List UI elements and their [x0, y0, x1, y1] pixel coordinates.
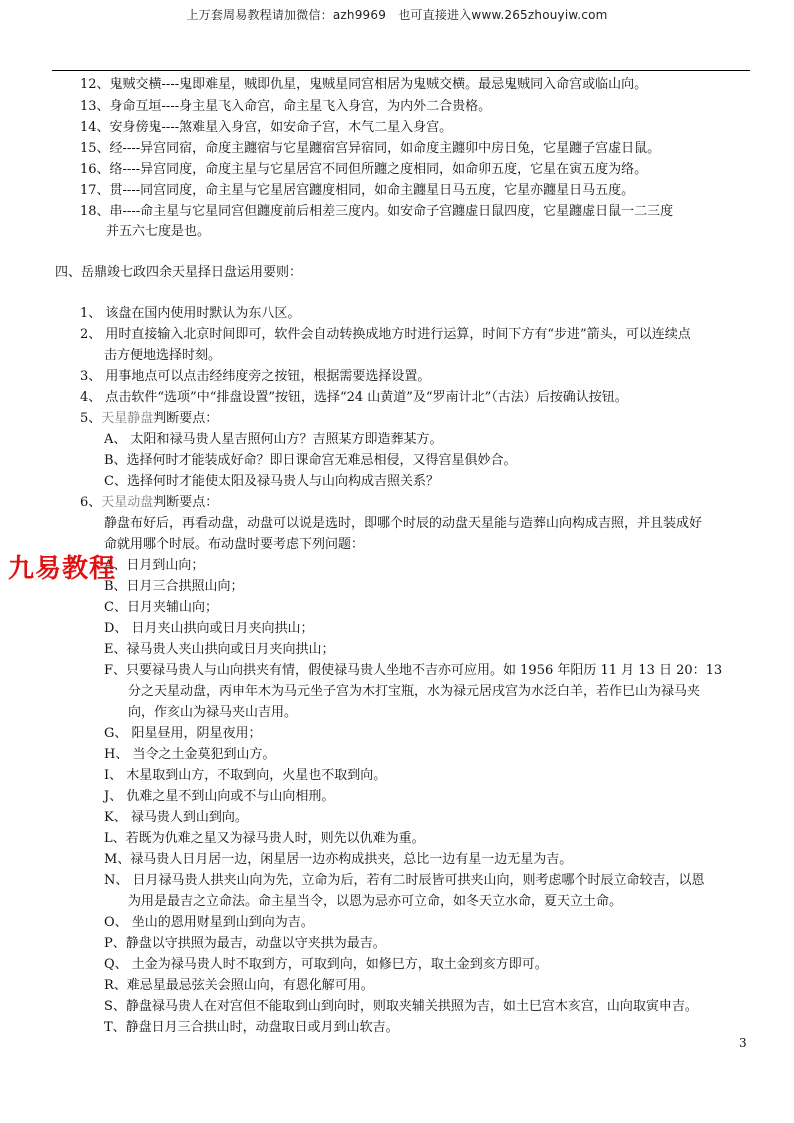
rule-5-highlight: 天星静盘	[101, 411, 154, 426]
rule-6-sub-m: M、禄马贵人日月居一边，闲星居一边亦构成拱夹，总比一边有星一边无星为吉。	[104, 852, 573, 867]
list-item-13: 13、身命互垣----身主星飞入命宫，命主星飞入身宫，为内外二合贵格。	[80, 99, 492, 114]
rule-6-highlight: 天星动盘	[101, 495, 154, 510]
list-item-14: 14、安身傍鬼----煞难星入身宫，如安命子宫，木气二星入身宫。	[80, 120, 453, 135]
rule-5	[80, 411, 218, 427]
rule-4: 4、 点击软件“选项”中“排盘设置”按钮，选择“24 山黄道”及“罗南计北”（古法）后按确认按钮。	[80, 390, 628, 405]
rule-3: 3、 用事地点可以点击经纬度旁之按钮，根据需要选择设置。	[80, 369, 431, 384]
rule-6-sub-j: J、 仇难之星不到山向或不与山向相刑。	[104, 789, 335, 804]
rule-6-sub-d: D、 日月夹山拱向或日月夹向拱山；	[104, 621, 314, 636]
rule-6-intro-2: 命就用哪个时辰。布动盘时要考虑下列问题：	[104, 537, 365, 552]
rule-6-sub-f-cont-1: 分之天星动盘，丙申年木为马元坐子宫为木打宝瓶，水为禄元居戌宫为水泛白羊，若作巳山为禄马夹	[128, 684, 701, 699]
rule-6-sub-l: L、若既为仇难之星又为禄马贵人时，则先以仇难为重。	[104, 831, 425, 846]
rule-6-sub-f: F、只要禄马贵人与山向拱夹有情，假使禄马贵人坐地不吉亦可应用。如 1956 年阳历 11 月 13 日 20：13	[104, 663, 723, 678]
rule-5-sub-a: A、 太阳和禄马贵人星吉照何山方？吉照某方即造葬某方。	[104, 432, 443, 447]
rule-6-sub-p: P、静盘以守拱照为最吉，动盘以守夹拱为最吉。	[104, 936, 386, 951]
rule-5-num: 5、	[80, 411, 102, 426]
section-title: 四、岳鼎竣七政四余天星择日盘运用要则：	[55, 265, 303, 280]
page-number: 3	[739, 1036, 747, 1050]
list-item-18-cont: 并五六七度是也。	[106, 224, 211, 239]
list-item-16: 16、络----异宫同度，命度主星与它星居宫不同但所躔之度相同，如命卯五度，它星在寅五度为络。	[80, 162, 648, 177]
rule-6-sub-q: Q、 土金为禄马贵人时不取到方，可取到向，如修巳方，取土金到亥方即可。	[104, 957, 548, 972]
rule-6-rest: 判断要点：	[153, 495, 219, 510]
rule-5-rest: 判断要点：	[153, 411, 219, 426]
rule-6-sub-b: B、日月三合拱照山向；	[104, 579, 244, 594]
rule-6-sub-t: T、静盘日月三合拱山时，动盘取日或月到山软吉。	[104, 1020, 399, 1035]
rule-2: 2、 用时直接输入北京时间即可，软件会自动转换成地方时进行运算，时间下方有“步进”箭头，可以连续点	[80, 327, 691, 342]
rule-6-sub-s: S、静盘禄马贵人在对宫但不能取到山到向时，则取夹辅关拱照为吉，如土巳宫木亥宫，山向取寅申吉。	[104, 999, 698, 1014]
rule-6-sub-c: C、日月夹辅山向；	[104, 600, 218, 615]
rule-6	[80, 495, 218, 511]
list-item-18: 18、串----命主星与它星同宫但躔度前后相差三度内。如安命子宫躔虚日鼠四度，它星躔虚日鼠一二三度	[80, 204, 674, 219]
rule-6-sub-k: K、 禄马贵人到山到向。	[104, 810, 248, 825]
rule-6-sub-o: O、 坐山的恩用财星到山到向为吉。	[104, 915, 314, 930]
rule-5-sub-b: B、选择何时才能装成好命？即日课命宫无难忌相侵，又得宫星俱妙合。	[104, 453, 517, 468]
watermark-logo: 九易教程	[8, 554, 117, 584]
rule-6-sub-h: H、 当令之土金莫犯到山方。	[104, 747, 276, 762]
rule-6-num: 6、	[80, 495, 102, 510]
rule-6-sub-a: A、日月到山向；	[104, 558, 205, 573]
rule-6-sub-i: I、 木星取到山方，不取到向，火星也不取到向。	[104, 768, 387, 783]
list-item-12: 12、鬼贼交横----鬼即难星，贼即仇星，鬼贼星同宫相居为鬼贼交横。最忌鬼贼同入命宫或临山向。	[80, 77, 648, 92]
rule-6-sub-g: G、 阳星昼用，阴星夜用；	[104, 726, 262, 741]
rule-2-cont: 击方便地选择时刻。	[104, 348, 222, 363]
rule-5-sub-c: C、选择何时才能使太阳及禄马贵人与山向构成吉照关系？	[104, 474, 439, 489]
list-item-17: 17、贯----同宫同度，命主星与它星居宫躔度相同，如命主躔星日马五度，它星亦躔星日马五度。	[80, 183, 635, 198]
rule-6-intro-1: 静盘布好后，再看动盘，动盘可以说是选时，即哪个时辰的动盘天星能与造葬山向构成吉照，并且装成好	[104, 516, 703, 531]
rule-6-sub-r: R、难忌星最忌弦关会照山向，有恩化解可用。	[104, 978, 374, 993]
page-header: 上万套周易教程请加微信：azh9969 也可直接进入www.265zhouyiw.com	[186, 8, 608, 22]
list-item-15: 15、经----异宫同宿，命度主躔宿与它星躔宿宫异宿同，如命度主躔卯中房日兔，它星躔子宫虚日鼠。	[80, 141, 661, 156]
rule-6-sub-e: E、禄马贵人夹山拱向或日月夹向拱山；	[104, 642, 335, 657]
header-rule	[52, 70, 750, 71]
rule-6-sub-n: N、 日月禄马贵人拱夹山向为先，立命为后，若有二时辰皆可拱夹山向，则考虑哪个时辰立命较吉，以恩	[104, 873, 705, 888]
rule-1: 1、 该盘在国内使用时默认为东八区。	[80, 306, 301, 321]
rule-6-sub-f-cont-2: 向，作亥山为禄马夹山吉用。	[128, 705, 298, 720]
rule-6-sub-n-cont: 为用是最吉之立命法。命主星当令，以恩为忌亦可立命，如冬天立水命，夏天立土命。	[128, 894, 623, 909]
